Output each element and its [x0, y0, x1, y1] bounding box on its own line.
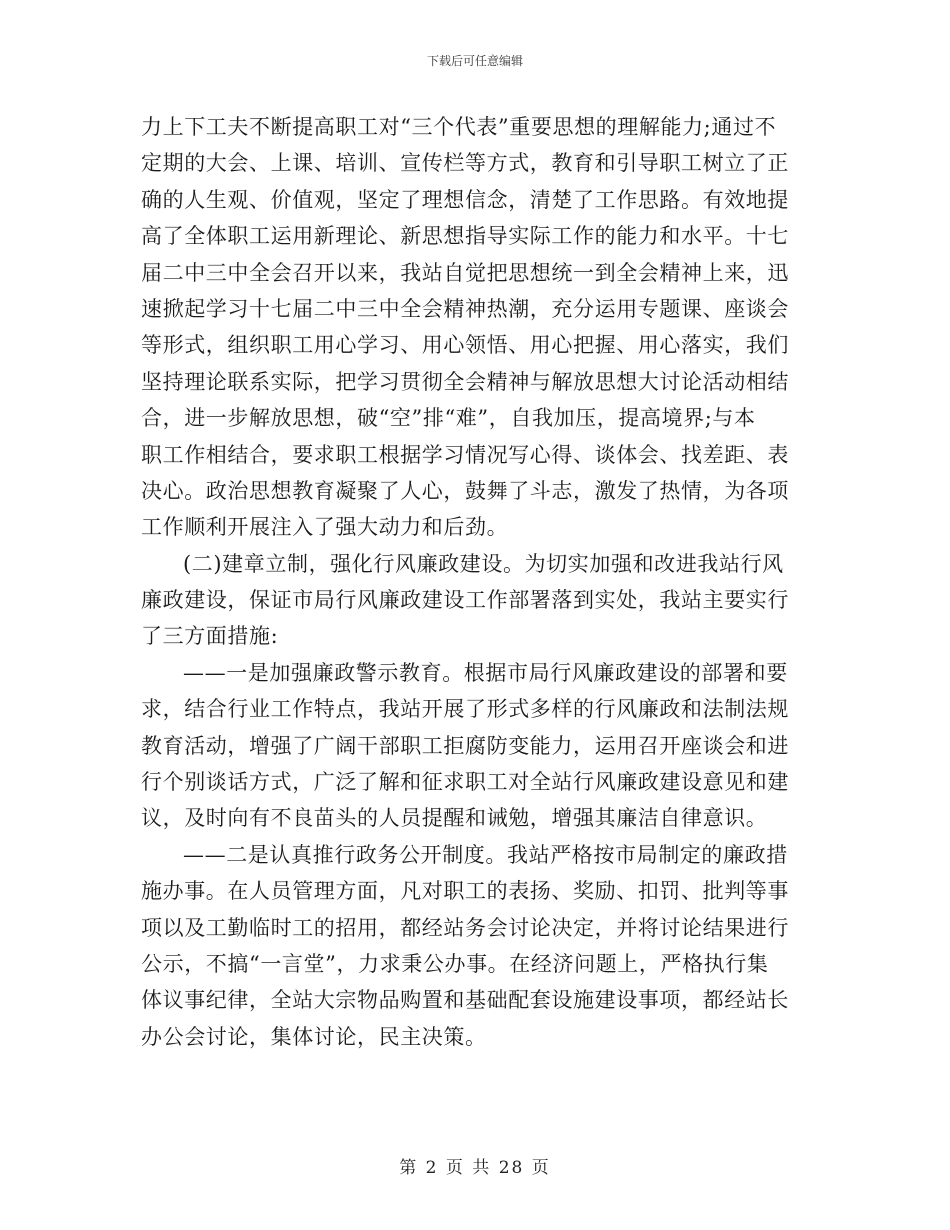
page-header-note: 下载后可任意编辑 — [426, 54, 523, 68]
text-line: 职工作相结合，要求职工根据学习情况写心得、谈体会、找差距、表 — [141, 442, 789, 467]
text-line: 办公会讨论，集体讨论，民主决策。 — [141, 1024, 487, 1049]
text-line: 体议事纪律，全站大宗物品购置和基础配套设施建设事项，都经站长 — [141, 988, 789, 1013]
text-line: 高了全体职工运用新理论、新思想指导实际工作的能力和水平。十七 — [141, 224, 789, 249]
text-line: 定期的大会、上课、培训、宣传栏等方式，教育和引导职工树立了正 — [141, 151, 789, 176]
text-line: 速掀起学习十七届二中三中全会精神热潮，充分运用专题课、座谈会 — [141, 296, 789, 321]
text-line: 公示，不搞“一言堂”，力求秉公办事。在经济问题上，严格执行集 — [141, 951, 769, 976]
text-line: (二)建章立制，强化行风廉政建设。为切实加强和改进我站行风 — [183, 551, 784, 576]
page-number-footer: 第 2 页 共 28 页 — [399, 1158, 551, 1178]
text-line: 力上下工夫不断提高职工对“三个代表”重要思想的理解能力;通过不 — [141, 115, 777, 139]
document-body — [141, 109, 821, 1055]
text-line: 坚持理论联系实际，把学习贯彻全会精神与解放思想大讨论活动相结 — [141, 369, 789, 394]
text-line: 施办事。在人员管理方面，凡对职工的表扬、奖励、扣罚、批判等事 — [141, 879, 789, 904]
text-line: ——二是认真推行政务公开制度。我站严格按市局制定的廉政措 — [183, 842, 788, 867]
text-line: 等形式，组织职工用心学习、用心领悟、用心把握、用心落实，我们 — [141, 333, 789, 358]
text-line: 廉政建设，保证市局行风廉政建设工作部署落到实处，我站主要实行 — [141, 588, 789, 613]
text-line: 项以及工勤临时工的招用，都经站务会讨论决定，并将讨论结果进行 — [141, 915, 789, 940]
text-line: 决心。政治思想教育凝聚了人心，鼓舞了斗志，激发了热情，为各项 — [141, 478, 789, 503]
text-line: 求，结合行业工作特点，我站开展了形式多样的行风廉政和法制法规 — [141, 697, 789, 722]
text-line: 议，及时向有不良苗头的人员提醒和诫勉，增强其廉洁自律意识。 — [141, 806, 768, 831]
text-line: 行个别谈话方式，广泛了解和征求职工对全站行风廉政建设意见和建 — [141, 770, 789, 795]
text-line: 了三方面措施: — [141, 624, 279, 649]
text-line: ——一是加强廉政警示教育。根据市局行风廉政建设的部署和要 — [183, 660, 788, 685]
text-line: 确的人生观、价值观，坚定了理想信念，清楚了工作思路。有效地提 — [141, 187, 789, 212]
text-line: 教育活动，增强了广阔干部职工拒腐防变能力，运用召开座谈会和进 — [141, 733, 789, 758]
text-line: 工作顺利开展注入了强大动力和后劲。 — [141, 515, 509, 540]
text-line: 合，进一步解放思想，破“空”排“难”，自我加压，提高境界;与本 — [141, 406, 756, 431]
text-line: 届二中三中全会召开以来，我站自觉把思想统一到全会精神上来，迅 — [141, 260, 789, 285]
